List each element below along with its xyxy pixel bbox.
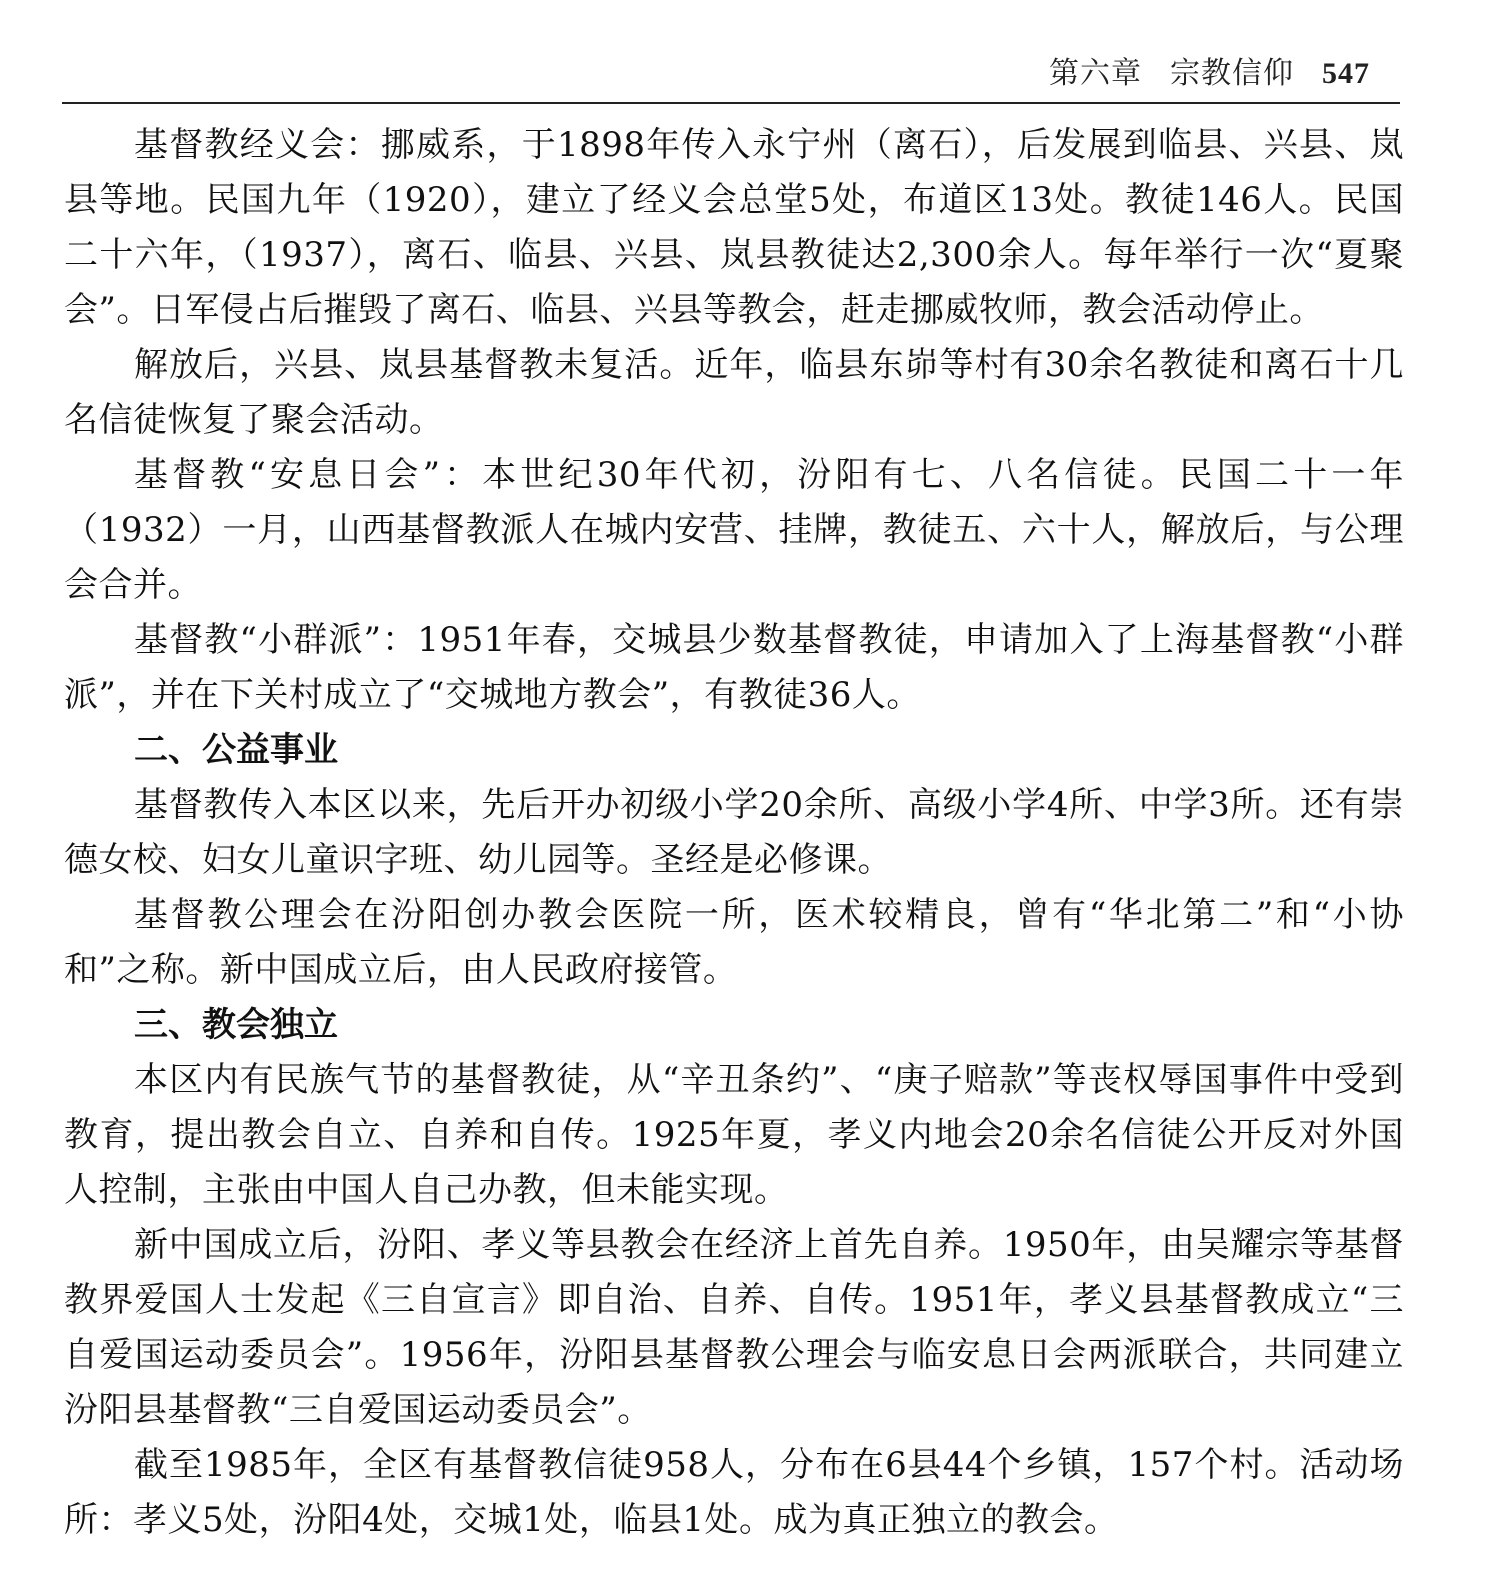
paragraph-national-integrity: 本区内有民族气节的基督教徒，从“辛丑条约”、“庚子赔款”等丧权辱国事件中受到教育，提出教会自立、自养和自传。1925年夏，孝义内地会20余名信徒公开反对外国人控制，主张由中国人自己办教，但未能实现。: [64, 1060, 1404, 1210]
section-title: 宗教信仰: [1170, 56, 1294, 91]
paragraph-xiaoqunpai: 基督教“小群派”：1951年春，交城县少数基督教徒，申请加入了上海基督教“小群派”，并在下关村成立了“交城地方教会”，有教徒36人。: [64, 620, 1404, 715]
paragraph-statistics-1985: 截至1985年，全区有基督教信徒958人，分布在6县44个乡镇，157个村。活动场所：孝义5处，汾阳4处，交城1处，临县1处。成为真正独立的教会。: [64, 1445, 1404, 1540]
page-body: [64, 118, 1404, 1548]
chapter-label: 第六章: [1049, 56, 1142, 91]
paragraph-schools: 基督教传入本区以来，先后开办初级小学20余所、高级小学4所、中学3所。还有崇德女校、妇女儿童识字班、幼儿园等。圣经是必修课。: [64, 785, 1404, 880]
paragraph-after-liberation: 解放后，兴县、岚县基督教未复活。近年，临县东峁等村有30余名教徒和离石十几名信徒恢复了聚会活动。: [64, 345, 1404, 440]
page-number: 547: [1322, 57, 1370, 90]
paragraph-anxirihui: 基督教“安息日会”：本世纪30年代初，汾阳有七、八名信徒。民国二十一年（1932）一月，山西基督教派人在城内安营、挂牌，教徒五、六十人，解放后，与公理会合并。: [64, 455, 1404, 605]
section-heading-public-welfare: 二、公益事业: [134, 730, 338, 770]
section-heading-church-independence: 三、教会独立: [134, 1005, 338, 1045]
header-rule: [62, 102, 1400, 104]
paragraph-three-self: 新中国成立后，汾阳、孝义等县教会在经济上首先自养。1950年，由吴耀宗等基督教界爱国人士发起《三自宣言》即自治、自养、自传。1951年，孝义县基督教成立“三自爱国运动委员会”。1956年，汾阳县基督教公理会与临安息日会两派联合，共同建立汾阳县基督教“三自爱国运动委员会”。: [64, 1225, 1404, 1430]
running-header: [1049, 48, 1370, 92]
paragraph-jingyihui: 基督教经义会：挪威系，于1898年传入永宁州（离石），后发展到临县、兴县、岚县等地。民国九年（1920），建立了经义会总堂5处，布道区13处。教徒146人。民国二十六年，（1937），离石、临县、兴县、岚县教徒达2,300余人。每年举行一次“夏聚会”。日军侵占后摧毁了离石、临县、兴县等教会，赶走挪威牧师，教会活动停止。: [64, 125, 1404, 330]
paragraph-hospital: 基督教公理会在汾阳创办教会医院一所，医术较精良，曾有“华北第二”和“小协和”之称。新中国成立后，由人民政府接管。: [64, 895, 1404, 990]
